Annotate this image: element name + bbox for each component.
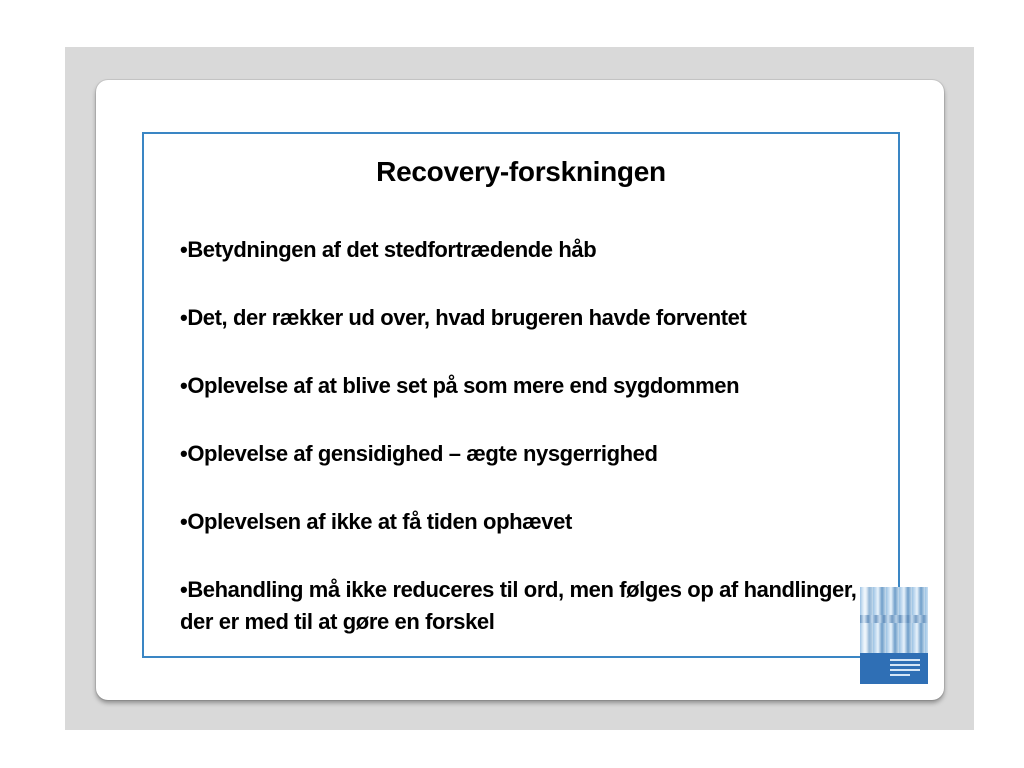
bullet-item: • Oplevelsen af ikke at få tiden ophævet: [180, 506, 870, 538]
bullet-list: [180, 234, 870, 674]
logo-band: [860, 653, 928, 684]
content-frame: [142, 132, 900, 658]
book-cover-logo: [860, 587, 928, 684]
bullet-item: • Behandling må ikke reduceres til ord, men følges op af handlinger, der er med til at gøre en forskel: [180, 574, 870, 638]
logo-photo: [860, 587, 928, 653]
bullet-item: • Oplevelse af gensidighed – ægte nysgerrighed: [180, 438, 870, 470]
bullet-item: • Oplevelse af at blive set på som mere end sygdommen: [180, 370, 870, 402]
bullet-item: • Betydningen af det stedfortrædende håb: [180, 234, 870, 266]
slide-title: Recovery-forskningen: [376, 156, 666, 187]
bullet-item: • Det, der rækker ud over, hvad brugeren havde forventet: [180, 302, 870, 334]
